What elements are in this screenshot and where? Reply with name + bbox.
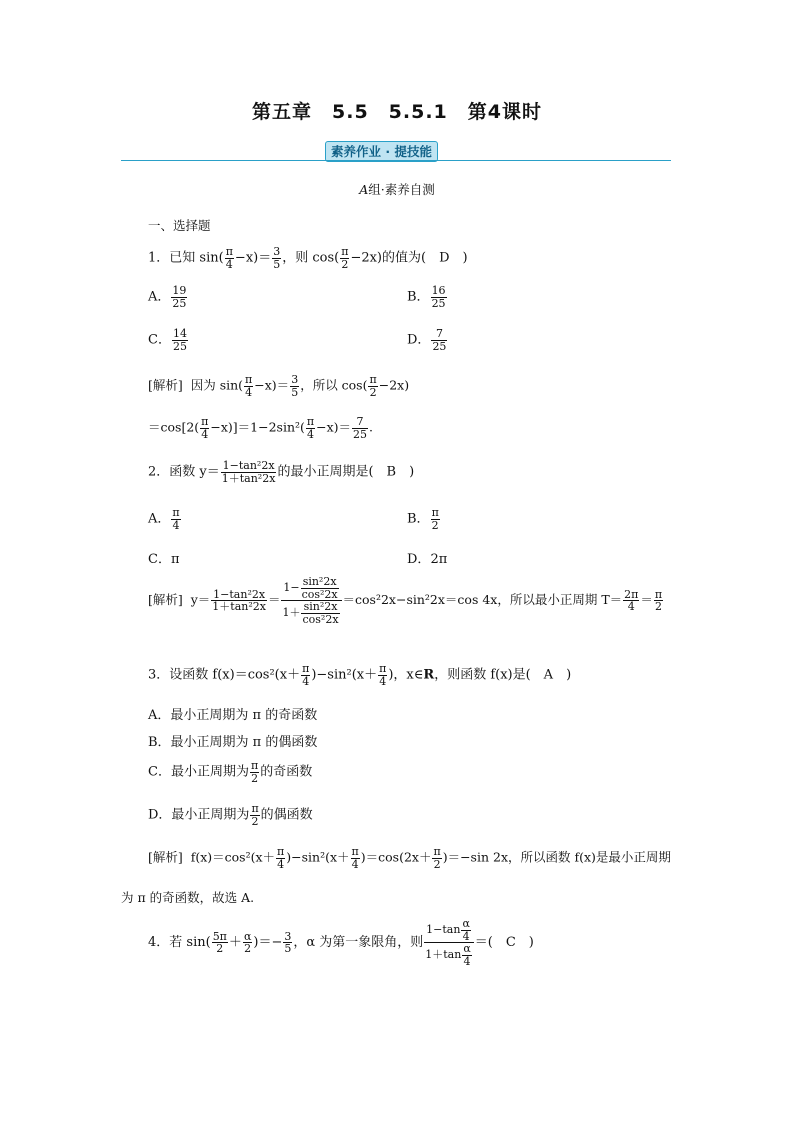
question-1-analysis-line-1: [解析] 因为 sin( $\frac{\pi}{4}$ −x)＝ $\frac{3}{5}$ ，所以 cos( $\frac{\pi}{2}$ −2x) <box>148 373 410 399</box>
section-heading: 一、选择题 <box>148 218 211 233</box>
question-2-option-c: C．π <box>148 552 180 567</box>
section-badge: 素养作业 · 提技能 <box>325 141 438 162</box>
group-heading <box>0 180 794 198</box>
group-label: 组·素养自测 <box>368 182 435 197</box>
header-rule <box>121 160 671 161</box>
question-1-analysis-line-2: ＝cos[2( $\frac{\pi}{4}$ −x)]＝1−2sin²( $\frac{\pi}{4}$ −x)＝ $\frac{7}{25}$ . <box>148 415 374 441</box>
question-3-option-a: A．最小正周期为 π 的奇函数 <box>148 708 318 723</box>
question-2-option-d: D．2π <box>407 552 448 567</box>
question-1-option-c: C． $\frac{14}{25}$ <box>148 327 187 353</box>
question-1-stem: 1．已知 sin( $\frac{\pi}{4}$ −x)＝ $\frac{3}{5}$ ，则 cos( $\frac{\pi}{2}$ −2x)的值为( D ) <box>148 245 468 271</box>
question-2-option-a: A． $\frac{\pi}{4}$ <box>148 506 180 532</box>
question-1-option-a: A． $\frac{19}{25}$ <box>148 284 187 310</box>
question-3-stem: 3．设函数 f(x)＝cos²(x＋ $\frac{\pi}{4}$ )−sin²(x＋ $\frac{\pi}{4}$ )，x∈R，则函数 f(x)是( A ) <box>148 662 572 688</box>
question-3-option-b: B．最小正周期为 π 的偶函数 <box>148 735 318 750</box>
question-2-option-b: B． $\frac{\pi}{2}$ <box>407 506 439 532</box>
question-2-analysis: [解析] y＝ $\frac{\text{1−tan²2x}}{\text{1＋tan²2x}}$ ＝ 1− $\frac{\text{sin²2x}}{\text{cos²2x}}$ 1＋ $\frac{\text{sin²2x}}{\text{cos²2x}}$ ＝cos²2x−sin²2x＝cos 4x，所以最小正周期 T＝ $\frac{2\pi}{4}$ ＝ $\frac{\pi}{2}$ <box>148 575 663 626</box>
question-3-analysis-line-1: [解析] f(x)＝cos²(x＋ $\frac{\pi}{4}$ )−sin²(x＋ $\frac{\pi}{4}$ )＝cos(2x＋ $\frac{\pi}{2}$ )＝−sin 2x，所以函数 f(x)是最小正周期 <box>148 845 671 871</box>
question-3-option-c: C．最小正周期为 $\frac{\pi}{2}$ 的奇函数 <box>148 759 313 785</box>
question-3-analysis-line-2: 为 π 的奇函数，故选 A. <box>121 890 255 905</box>
question-1-option-b: B． $\frac{16}{25}$ <box>407 284 446 310</box>
question-1-option-d: D． $\frac{7}{25}$ <box>407 327 447 353</box>
page-title: 第五章 5.5 5.5.1 第4课时 <box>252 101 542 123</box>
question-4-stem: 4．若 sin( $\frac{5\pi}{2}$ ＋ $\frac{\alpha}{2}$ )＝− $\frac{3}{5}$ ，α 为第一象限角，则 1−tan $\frac{\alpha}{4}$ 1＋tan $\frac{\alpha}{4}$ ＝( C ) <box>148 917 534 968</box>
group-letter: A <box>359 182 369 197</box>
question-2-stem: 2．函数 y＝ $\frac{\text{1−tan²2x}}{\text{1＋tan²2x}}$ 的最小正周期是( B ) <box>148 459 415 485</box>
question-3-option-d: D．最小正周期为 $\frac{\pi}{2}$ 的偶函数 <box>148 802 313 828</box>
